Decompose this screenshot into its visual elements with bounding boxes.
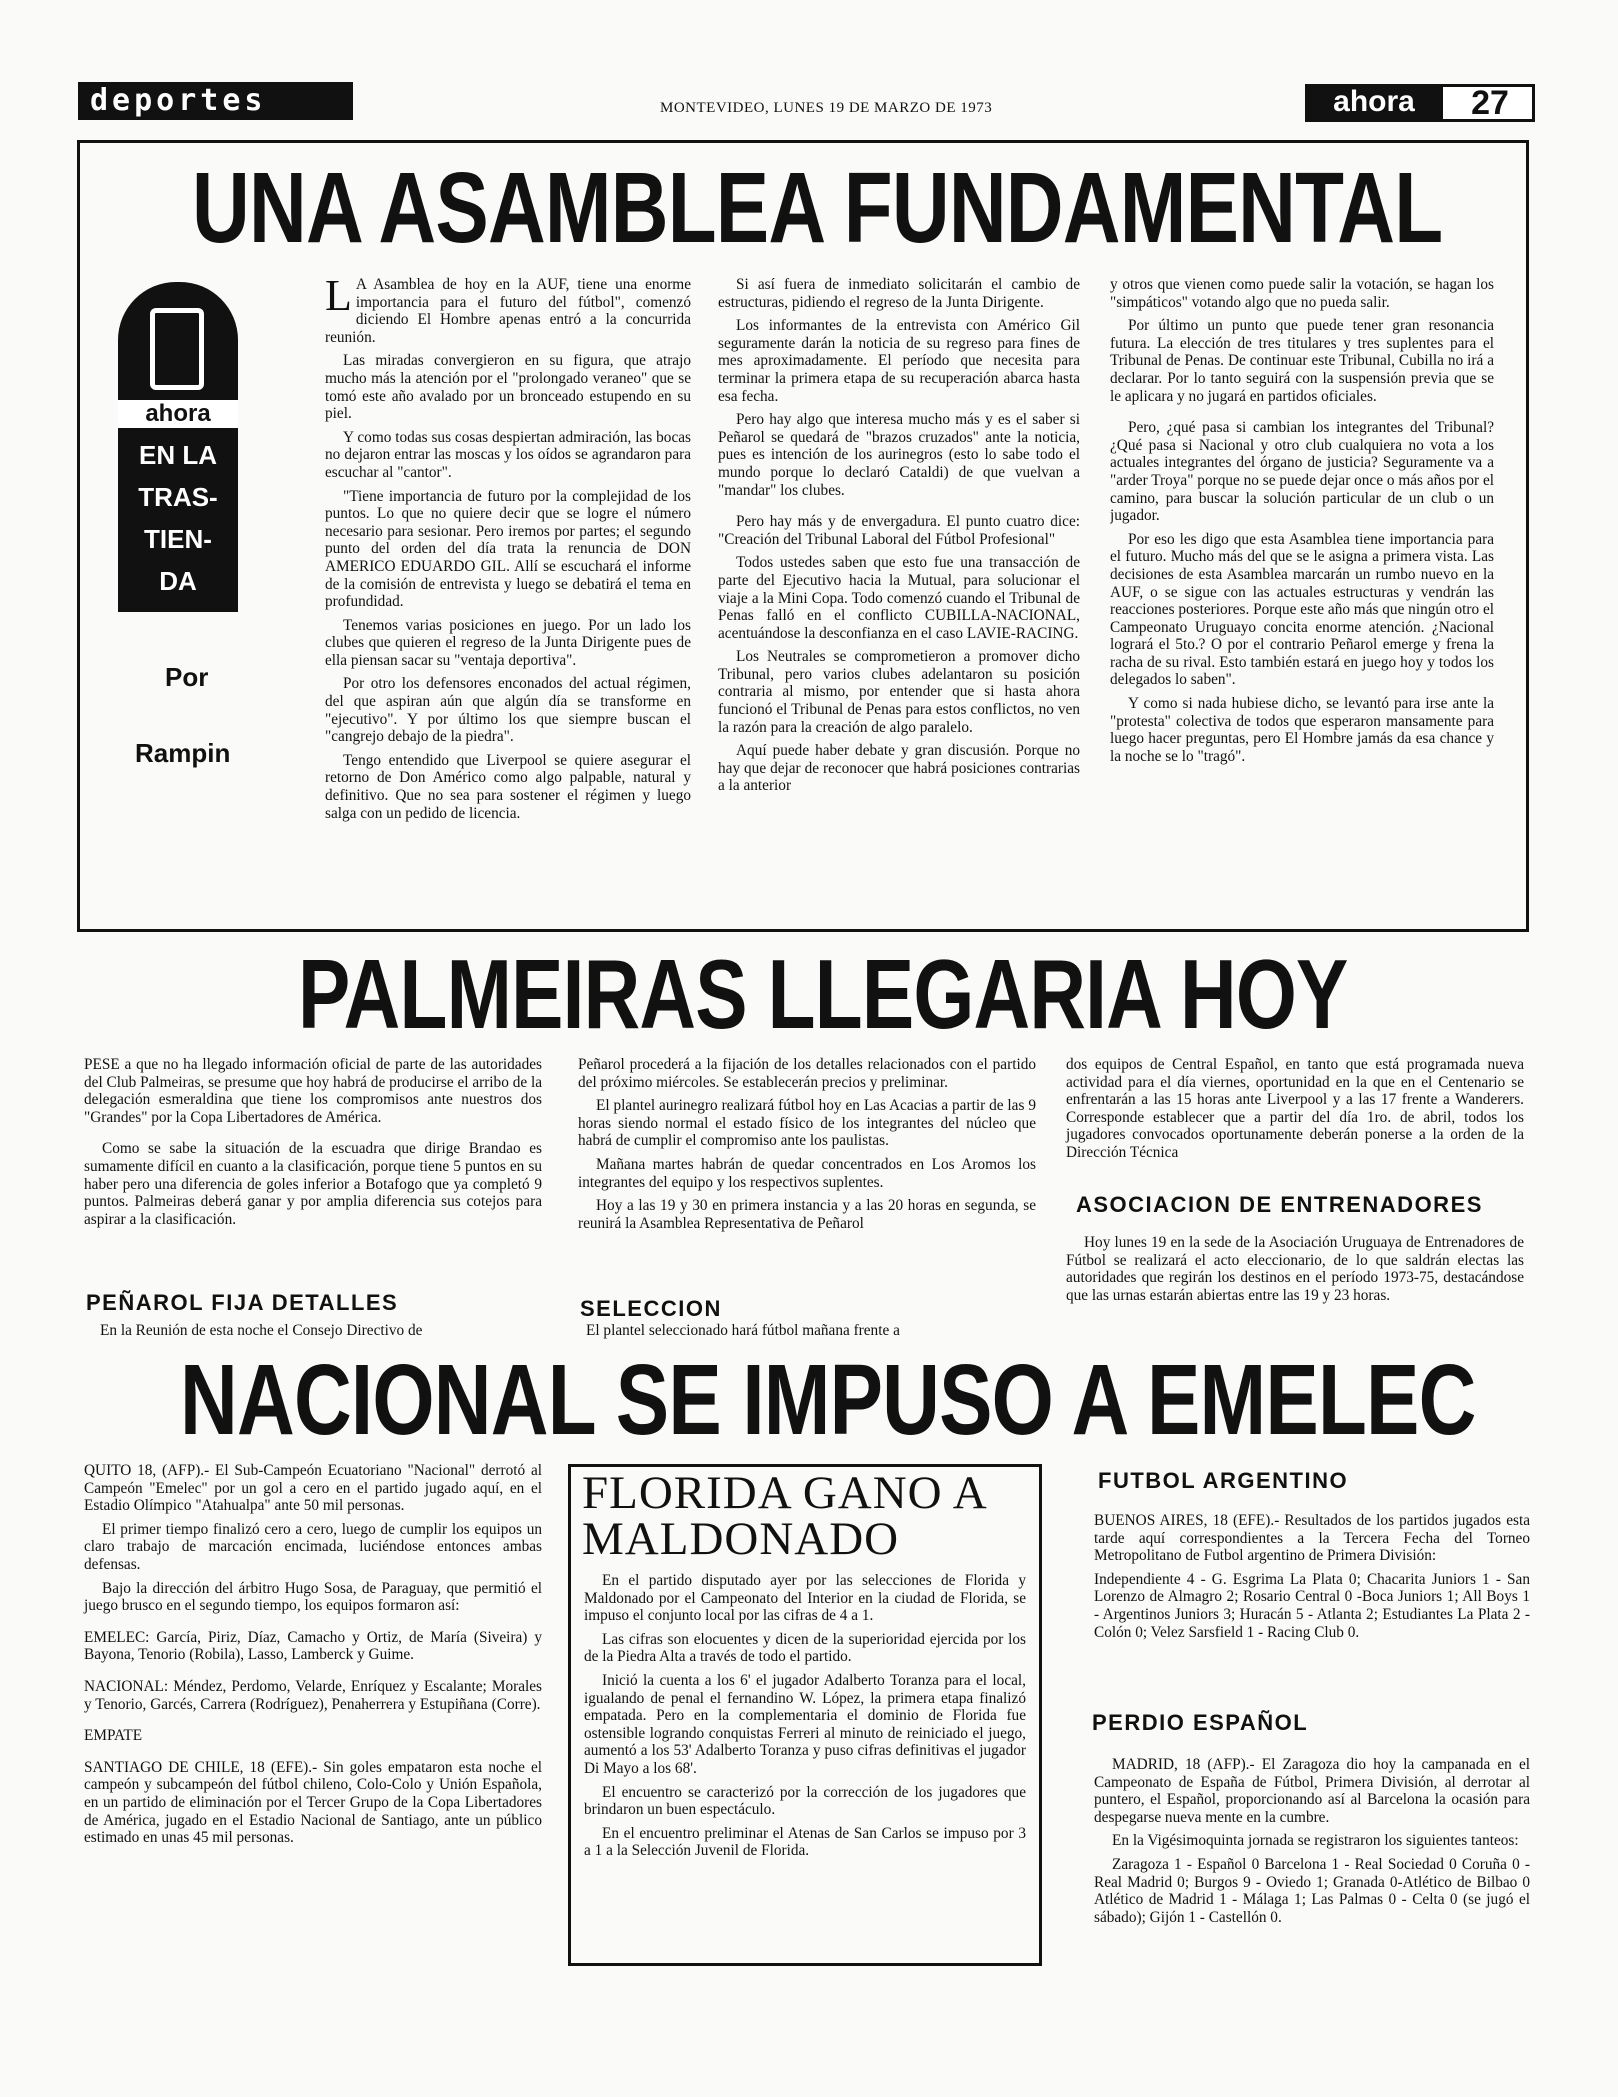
asamblea-column-2 [718,276,1080,924]
paragraph: El primer tiempo finalizó cero a cero, luego de cumplir los equipos un claro trabajo de marcación encimada, luciéndose entonces ambas defensas. [84,1520,542,1573]
logo-line-4: DA [159,566,197,596]
seleccion-text: El plantel seleccionado hará fútbol mañana frente a [586,1322,900,1339]
palmeiras-headline: PALMEIRAS LLEGARIA HOY [298,939,1348,1049]
paragraph: PESE a que no ha llegado información oficial de parte de las autoridades del Club Palmeiras, se presume que hoy habrá de producirse el arribo de la delegación esmeraldina que tiene los compromisos ante nuestros dos "Grandes" por la Copa Libertadores de América. [84,1056,542,1126]
nacional-column-1 [84,1462,542,1853]
paragraph: El plantel aurinegro realizará fútbol hoy en Las Acacias a partir de las 9 horas siendo normal el estado físico de los integrantes del núcleo que habrá de cumplir el compromiso ante los paulistas. [578,1097,1036,1150]
paragraph: EMELEC: García, Piriz, Díaz, Camacho y Ortiz, de María (Siveira) y Bayona, Tenorio (Robila), Lasso, Lamberck y Guime. [84,1628,542,1664]
paragraph: En la Vigésimoquinta jornada se registraron los siguientes tanteos: [1112,1832,1519,1850]
paragraph: Inició la cuenta a los 6' el jugador Adalberto Toranza para el local, igualando de penal el fernandino W. López, la primera etapa finalizó empatada. Pero en la complementaria el dominio de Florida fue ostensible logrando conquistas Ferreri al minuto de reiniciado el juego, aumentó a los 53' Adalberto Toranza y puso cifras definitivas el jugador Di Mayo a los 68'. [584,1671,1026,1777]
paragraph: Si así fuera de inmediato solicitarán el cambio de estructuras, pidiendo el regreso de la Junta Dirigente. [718,276,1080,311]
paragraph: En el partido disputado ayer por las selecciones de Florida y Maldonado por el Campeonato del Interior en la ciudad de Florida, se impuso el conjunto local por las cifras de 4 a 1. [584,1572,1026,1625]
paragraph: y otros que vienen como puede salir la votación, se hagan los "simpáticos" votando algo que no pueda salir. [1110,276,1494,311]
paragraph: En el encuentro preliminar el Atenas de San Carlos se impuso por 3 a 1 a la Selección Juvenil de Florida. [584,1824,1026,1860]
paragraph: Y como si nada hubiese dicho, se levantó para irse ante la "protesta" colectiva de todos que esperaron mansamente para luego hacer preguntas, pero El Hombre jamás da esa chance y la noche se lo "tragó". [1110,695,1494,765]
seleccion-subhead: SELECCION [580,1296,722,1321]
paragraph: El encuentro se caracterizó por la corrección de los jugadores que brindaron un buen espectáculo. [584,1783,1026,1819]
paragraph: Y como todas sus cosas despiertan admiración, las bocas no dejaron entrar las moscas y los oídos se agrandaron para escuchar al "cantor". [325,428,691,481]
argentino-subhead: FUTBOL ARGENTINO [1098,1468,1349,1493]
paragraph: Pero hay algo que interesa mucho más y es el saber si Peñarol se quedará de "brazos cruzados" ante la noticia, pues es intención de los aurinegros (esto lo sabe todo el mundo porque lo declaró Cataldi) de que vuelvan a "mandar" los clubes. [718,411,1080,499]
asamblea-headline: UNA ASAMBLEA FUNDAMENTAL [192,152,1443,264]
asamblea-column-1 [325,276,691,924]
paragraph: Tenemos varias posiciones en juego. Por un lado los clubes que quieren el regreso de la Junta Dirigente pues de ella piensan sacar su "ventaja deportiva". [325,616,691,669]
logo-brand: ahora [118,400,238,428]
byline-name: Rampin [135,738,231,768]
paragraph: Bajo la dirección del árbitro Hugo Sosa, de Paraguay, que permitió el juego brusco en el segundo tiempo, los equipos formaron así: [84,1579,542,1615]
paragraph: QUITO 18, (AFP).- El Sub-Campeón Ecuatoriano "Nacional" derrotó al Campeón "Emelec" por un gol a cero en el partido jugado aquí, en el Estadio Olímpico "Atahualpa" ante 50 mil personas. [84,1462,542,1515]
paragraph: Los informantes de la entrevista con Américo Gil seguramente darán la noticia de su regreso para fines de mes aproximadamente. El período que necesita para terminar la primera etapa de su recuperación abarca hasta esa fecha. [718,317,1080,405]
palmeiras-column-3 [1066,1056,1524,1168]
paragraph: L A Asamblea de hoy en la AUF, tiene una enorme importancia para el futuro del fútbol", comenzó diciendo El Hombre apenas entró a la concurrida reunión. [325,276,691,346]
logo-emblem [150,308,204,390]
paragraph: MADRID, 18 (AFP).- El Zaragoza dio hoy la campanada en el Campeonato de España de Fútbol, Primera División, al derrotar al puntero, el Español, proporcionando así al Barcelona la ocasión para despegarse nueva mente en la cumbre. [1094,1756,1530,1826]
page-number: 27 [1471,84,1509,122]
paragraph: Como se sabe la situación de la escuadra que dirige Brandao es sumamente difícil en cuanto a la clasificación, porque tiene 5 puntos en su haber pero una diferencia de goles inferior a Botafogo que ya completó 9 puntos. Palmeiras deberá ganar y por amplia diferencia sus cotejos para aspirar a la clasificación. [84,1140,542,1228]
paragraph: Las miradas convergieron en su figura, que atrajo mucho más la atención por el "prolongado veraneo" que se tomó este año avalado por un bronceado estupendo en su piel. [325,352,691,423]
paragraph: Todos ustedes saben que esto fue una transacción de parte del Ejecutivo hacia la Mutual, para solucionar el viaje a la Mini Copa. Todo comenzó cuando el Tribunal de Penas falló en el conflicto CUBILLA-NACIONAL, acentuándose la desconfianza en el caso LAVIE-RACING. [718,554,1080,642]
logo-line-2: TRAS- [138,482,218,512]
paragraph: Hoy lunes 19 en la sede de la Asociación Uruguaya de Entrenadores de Fútbol se realizará el acto eleccionario, de lo que saldrán electas las autoridades que regirán los destinos en el período 1973-75, destacándose que las urnas estarán abiertas entre las 19 y 23 horas. [1066,1234,1524,1304]
paragraph: "Tiene importancia de futuro por la complejidad de los puntos. Lo que no quiere decir que se logre el número necesario para sesionar. Pero iremos por partes; el segundo punto del orden del día trata la renuncia de DON AMERICO EDUARDO GIL. Allí se escuchará el informe de la comisión de entrevista y luego se debatirá el tema en profundidad. [325,487,691,611]
palmeiras-column-1 [84,1056,542,1234]
argentino-column [1094,1512,1530,1647]
penarol-subhead: PEÑAROL FIJA DETALLES [86,1290,399,1315]
paragraph: Por último un punto que puede tener gran resonancia futura. La elección de tres titulares y tres suplentes para el Tribunal de Penas. De continuar este Tribunal, Cubilla no irá a declarar. Por lo tanto seguirá con la suspensión previa que se le aplicara y no jugará en partidos oficiales. [1110,317,1494,405]
paragraph: Peñarol procederá a la fijación de los detalles relacionados con el partido del próximo miércoles. Se establecerán precios y preliminar. [578,1056,1036,1091]
penarol-text: En la Reunión de esta noche el Consejo Directivo de [100,1322,423,1339]
florida-column [584,1572,1026,1866]
byline-por: Por [165,662,209,692]
brand-name: ahora [1305,84,1443,122]
espanol-subhead: PERDIO ESPAÑOL [1092,1710,1309,1735]
paragraph: Las cifras son elocuentes y dicen de la superioridad ejercida por los de la Piedra Alta a través de todo el partido. [584,1630,1026,1666]
entrenadores-subhead: ASOCIACION DE ENTRENADORES [1076,1192,1483,1217]
paragraph: Mañana martes habrán de quedar concentrados en Los Aromos los integrantes del equipo y los respectivos suplentes. [578,1155,1036,1191]
paragraph: Aquí puede haber debate y gran discusión. Porque no hay que dejar de reconocer que habrá posiciones contrarias a la anterior [718,742,1080,795]
asamblea-column-3 [1110,276,1494,924]
paragraph: Hoy a las 19 y 30 en primera instancia y a las 20 horas en segunda, se reunirá la Asamblea Representativa de Peñarol [578,1197,1036,1232]
paragraph: Zaragoza 1 - Español 0 Barcelona 1 - Real Sociedad 0 Coruña 0 - Real Madrid 0; Burgos 9 - Oviedo 1; Granada 0-Atlético de Bilbao 0 Atlético de Madrid 1 - Málaga 1; Las Palmas 0 - Celta 0 (se jugó el sábado); Gijón 1 - Castellón 0. [1094,1855,1530,1926]
nacional-headline: NACIONAL SE IMPUSO A EMELEC [180,1344,1476,1456]
florida-headline: FLORIDA GANO A MALDONADO [582,1467,986,1565]
empate-subhead: EMPATE [84,1727,143,1745]
ahora-logo [118,282,238,612]
entrenadores-column [1066,1234,1524,1310]
section-title: deportes [90,83,267,118]
paragraph: SANTIAGO DE CHILE, 18 (EFE).- Sin goles empataron esta noche el campeón y subcampeón del fútbol chileno, Colo-Colo y Unión Española, en un partido de eliminación por el Tercer Grupo de la Copa Libertadores de América, jugado en el Estadio Nacional de Santiago, ante un público estimado en unas 45 mil personas. [84,1758,542,1847]
paragraph: BUENOS AIRES, 18 (EFE).- Resultados de los partidos jugados esta tarde aquí correspondientes a la Tercera Fecha del Torneo Metropolitano de Futbol argentino de Primera División: [1094,1512,1530,1565]
logo-line-1: EN LA [139,440,217,470]
paragraph: Pero, ¿qué pasa si cambian los integrantes del Tribunal? ¿Qué pasa si Nacional y otro club cualquiera no vota a los actuales integrantes del órgano de justicia? Seguramente va a "arder Troya" porque no se puede dejar once o más años por el camino, para buscar la solución particular de un club o un jugador. [1110,419,1494,525]
dateline: MONTEVIDEO, LUNES 19 DE MARZO DE 1973 [660,100,993,116]
paragraph: Por eso les digo que esta Asamblea tiene importancia para el futuro. Mucho más del que se le asigna a primera vista. Las decisiones de esta Asamblea marcarán un rumbo nuevo en la AUF, o se sigue con las actuales estructuras y vendrán las reacciones posteriores. Porque este año más que ningún otro el Campeonato Uruguayo concita enorme atención. ¿Nacional logrará el 5to.? O por el contrario Peñarol emerge y frena la racha de su rival. Esto también estará en juego hoy y todos los delegados lo saben". [1110,530,1494,689]
espanol-column [1094,1756,1530,1932]
paragraph: Por otro los defensores enconados del actual régimen, del que aspiran aún que algún día se transforme en "ejecutivo". Y por último los que siempre buscan el "cangrejo debajo de la piedra". [325,675,691,746]
logo-line-3: TIEN- [144,524,212,554]
paragraph: NACIONAL: Méndez, Perdomo, Velarde, Enríquez y Escalante; Morales y Tenorio, Garcés, Carrera (Rodríguez), Penaherrera y Estupiñana (Corre). [84,1677,542,1713]
paragraph: Tengo entendido que Liverpool se quiere asegurar el retorno de Don Américo como algo palpable, natural y definitivo. Que no sea para sostener el régimen y luego salga con un pedido de licencia. [325,751,691,822]
paragraph: Los Neutrales se comprometieron a promover dicho Tribunal, pero varios clubes adelantaron su posición contraria al mismo, por entender que si hasta ahora funcionó el Tribunal de Penas para estos conflictos, no ven la razón para la creación de algo paralelo. [718,648,1080,736]
paragraph: dos equipos de Central Español, en tanto que está programada nueva actividad para el día viernes, oportunidad en la que en el Centenario se enfrentarán a las 15 horas ante Liverpool y a las 17 frente a Wanderers. Corresponde establecer que a partir del día 1ro. de abril, todos los jugadores convocados oportunamente deberán ponerse a la orden de la Dirección Técnica [1066,1056,1524,1161]
palmeiras-column-2 [578,1056,1036,1238]
paragraph: Pero hay más y de envergadura. El punto cuatro dice: "Creación del Tribunal Laboral del Fútbol Profesional" [718,513,1080,548]
paragraph: Independiente 4 - G. Esgrima La Plata 0; Chacarita Juniors 1 - San Lorenzo de Almagro 2; Rosario Central 0 -Boca Juniors 1; All Boys 1 - Argentinos Juniors 3; Huracán 5 - Atlanta 2; Estudiantes La Plata 2 -Colón 0; Velez Sarsfield 1 - Racing Club 0. [1094,1570,1530,1641]
